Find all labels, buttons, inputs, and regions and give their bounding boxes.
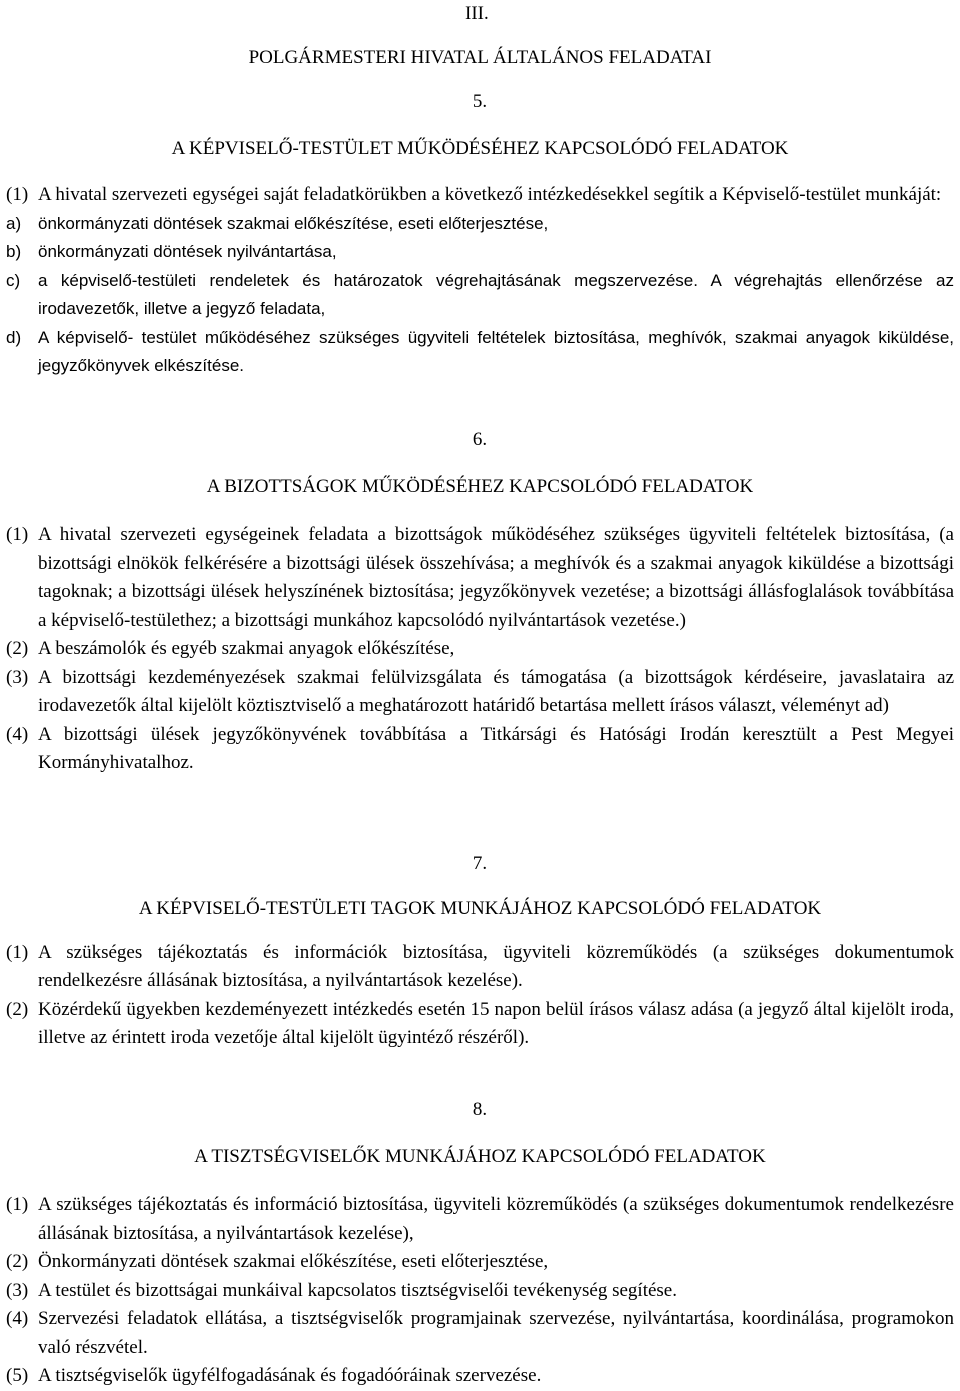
item-marker: (1) (6, 524, 29, 545)
list-item (6, 939, 954, 996)
section-6 (6, 426, 954, 778)
item-text: A szükséges tájékoztatás és információ biztosítása, ügyviteli közreműködés (a szükséges dokumentumok rendelkezésre állásának biztosítása, a nyilvántartások kezelése), (38, 1194, 954, 1244)
item-text: Önkormányzati döntések szakmai előkészítése, eseti előterjesztése, (38, 1251, 549, 1272)
list-item (6, 1248, 954, 1277)
list-item (6, 996, 954, 1053)
section-number: 8. (472, 1099, 488, 1120)
part-number: III. (465, 3, 489, 24)
section-title: A BIZOTTSÁGOK MŰKÖDÉSÉHEZ KAPCSOLÓDÓ FELADATOK (206, 475, 754, 497)
item-text: A beszámolók és egyéb szakmai anyagok előkészítése, (38, 638, 455, 659)
section-title: A KÉPVISELŐ-TESTÜLETI TAGOK MUNKÁJÁHOZ KAPCSOLÓDÓ FELADATOK (138, 897, 822, 919)
list-item (6, 267, 954, 324)
item-marker: (4) (6, 723, 29, 745)
item-text: önkormányzati döntések nyilvántartása, (38, 242, 337, 261)
item-marker: c) (6, 270, 21, 290)
item-marker: (3) (6, 666, 29, 688)
section-items (6, 939, 954, 1053)
list-item (6, 664, 954, 721)
item-marker: (3) (6, 1279, 29, 1301)
section-items (6, 181, 954, 381)
item-marker: (5) (6, 1365, 29, 1386)
chapter-title: POLGÁRMESTERI HIVATAL ÁLTALÁNOS FELADATAI (248, 47, 712, 68)
item-text: A tisztségviselők ügyfélfogadásának és fogadóóráinak szervezése. (38, 1365, 542, 1386)
item-marker: b) (6, 242, 22, 261)
section-number: 5. (472, 91, 488, 112)
item-marker: (2) (6, 638, 29, 659)
section-title: A TISZTSÉGVISELŐK MUNKÁJÁHOZ KAPCSOLÓDÓ FELADATOK (194, 1145, 766, 1167)
item-marker: (2) (6, 1251, 29, 1272)
section-5 (6, 88, 954, 381)
item-text: A hivatal szervezeti egységeinek feladata a bizottságok működéséhez szükséges ügyviteli feltételek biztosítása, (a bizottsági elnökök felkérésére a bizottsági ülések összehívása; a meghívók és a szakmai anyagok kiküldése a bizottsági tagoknak; a bizottsági ülések helyszínének biztosítása; jegyzőkönyvek vezetése; a bizottsági állásfoglalások továbbítása a képviselő-testülethez; a bizottsági munkához kapcsolódó nyilvántartások vezetése.) (38, 524, 954, 631)
item-text: A képviselő- testület működéséhez szükséges ügyviteli feltételek biztosítása, meghívók, szakmai anyagok kiküldése, jegyzőkönyvek elkészítése. (38, 327, 954, 375)
section-number: 6. (472, 429, 488, 450)
item-marker: (1) (6, 1194, 29, 1215)
list-item (6, 324, 954, 381)
item-text: A testület és bizottságai munkáival kapcsolatos tisztségviselői tevékenység segítése. (38, 1279, 677, 1301)
item-marker: (4) (6, 1308, 29, 1329)
item-text: A bizottsági kezdeményezések szakmai felülvizsgálata és támogatása (a bizottságok kérdéseire, javaslataira az irodavezetők által kijelölt köztisztviselő a meghatározott határidő betartása mellett írásos választ, véleményt ad) (38, 666, 954, 716)
item-marker: (2) (6, 998, 29, 1020)
list-item (6, 521, 954, 635)
list-item (6, 210, 954, 239)
item-text: Szervezési feladatok ellátása, a tisztségviselők programjainak szervezése, nyilvántartása, koordinálása, programokon való részvétel. (38, 1308, 954, 1358)
list-item (6, 721, 954, 778)
item-text: A bizottsági ülések jegyzőkönyvének továbbítása a Titkársági és Hatósági Irodán keresztült a Pest Megyei Kormányhivatalhoz. (38, 723, 954, 773)
section-number: 7. (472, 853, 488, 874)
section-items (6, 1191, 954, 1391)
list-item (6, 1362, 954, 1391)
list-item (6, 1191, 954, 1248)
item-text: A szükséges tájékoztatás és információk biztosítása, ügyviteli közreműködés (a szükséges dokumentumok rendelkezésre állásának biztosítása, a nyilvántartások kezelése). (38, 941, 954, 991)
item-marker: a) (6, 213, 22, 233)
item-text: önkormányzati döntések szakmai előkészítése, eseti előterjesztése, (38, 213, 549, 233)
section-8 (6, 1096, 954, 1391)
section-title: A KÉPVISELŐ-TESTÜLET MŰKÖDÉSÉHEZ KAPCSOLÓDÓ FELADATOK (171, 137, 789, 159)
list-item (6, 181, 954, 210)
list-item (6, 1277, 954, 1306)
list-item (6, 238, 954, 267)
item-text: a képviselő-testületi rendeletek és határozatok végrehajtásának megszervezése. A végrehajtás ellenőrzése az irodavezetők, illetve a jegyző feladata, (38, 270, 954, 318)
item-text: Közérdekű ügyekben kezdeményezett intézkedés esetén 15 napon belül írásos válasz adása (a jegyző által kijelölt iroda, illetve az érintett iroda vezetője által kijelölt ügyintéző részéről). (38, 998, 954, 1048)
section-items (6, 521, 954, 778)
section-7 (6, 850, 954, 1053)
list-item (6, 635, 954, 664)
item-marker: (1) (6, 941, 29, 963)
item-text: A hivatal szervezeti egységei saját feladatkörükben a következő intézkedésekkel segítik a Képviselő-testület munkáját: (38, 184, 942, 205)
list-item (6, 1305, 954, 1362)
item-marker: d) (6, 327, 22, 347)
item-marker: (1) (6, 184, 29, 205)
